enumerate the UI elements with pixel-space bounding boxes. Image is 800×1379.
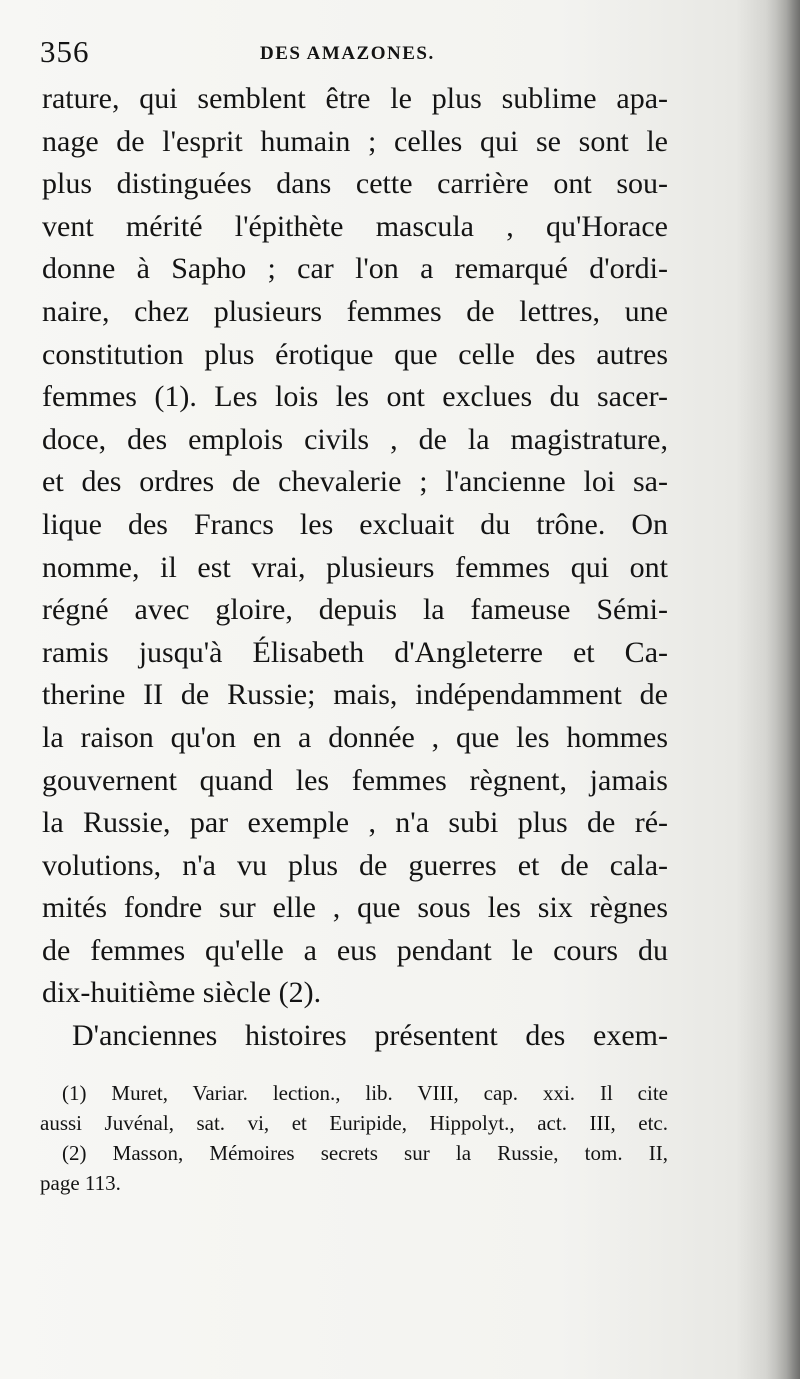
- text-line: et des ordres de chevalerie ; l'ancienne loi sa-: [42, 465, 668, 499]
- spine-shadow: [766, 0, 800, 1379]
- text-line: plus distinguées dans cette carrière ont sou-: [42, 167, 668, 201]
- text-line: de femmes qu'elle a eus pendant le cours du: [42, 933, 668, 967]
- running-title: DES AMAZONES.: [260, 43, 435, 64]
- footnote-line: page 113.: [40, 1171, 121, 1195]
- main-text: [42, 78, 668, 1058]
- text-line: ramis jusqu'à Élisabeth d'Angleterre et Ca-: [42, 635, 668, 669]
- text-line: therine II de Russie; mais, indépendamment de: [42, 678, 668, 712]
- footnote-line: (1) Muret, Variar. lection., lib. VIII, cap. xxi. Il cite: [62, 1081, 668, 1105]
- text-line: constitution plus érotique que celle des autres: [42, 337, 668, 371]
- text-line: naire, chez plusieurs femmes de lettres, une: [42, 294, 668, 328]
- page-header: [40, 34, 680, 74]
- footnote-line: aussi Juvénal, sat. vi, et Euripide, Hippolyt., act. III, etc.: [40, 1111, 668, 1135]
- text-line: mités fondre sur elle , que sous les six règnes: [42, 891, 668, 925]
- footnote-line: (2) Masson, Mémoires secrets sur la Russie, tom. II,: [62, 1141, 668, 1165]
- text-line: rature, qui semblent être le plus sublime apa-: [42, 82, 668, 115]
- text-line: gouvernent quand les femmes règnent, jamais: [42, 763, 668, 797]
- text-line: D'anciennes histoires présentent des exem-: [72, 1019, 668, 1053]
- text-line: donne à Sapho ; car l'on a remarqué d'ordi-: [42, 252, 668, 286]
- text-line: la raison qu'on en a donnée , que les hommes: [42, 720, 668, 754]
- page-number: 356: [40, 34, 90, 69]
- text-line: vent mérité l'épithète mascula , qu'Horace: [42, 209, 668, 243]
- text-line: nage de l'esprit humain ; celles qui se sont le: [42, 124, 668, 158]
- footnotes: [40, 1078, 668, 1198]
- text-line: lique des Francs les excluait du trône. On: [42, 507, 668, 541]
- text-line: nomme, il est vrai, plusieurs femmes qui ont: [42, 550, 668, 584]
- text-line: femmes (1). Les lois les ont exclues du sacer-: [42, 380, 668, 414]
- text-line: régné avec gloire, depuis la fameuse Sémi-: [42, 593, 668, 627]
- text-line: doce, des emplois civils , de la magistrature,: [42, 422, 668, 456]
- text-line: dix-huitième siècle (2).: [42, 976, 322, 1010]
- text-line: volutions, n'a vu plus de guerres et de cala-: [42, 848, 668, 882]
- text-line: la Russie, par exemple , n'a subi plus de ré-: [42, 806, 668, 840]
